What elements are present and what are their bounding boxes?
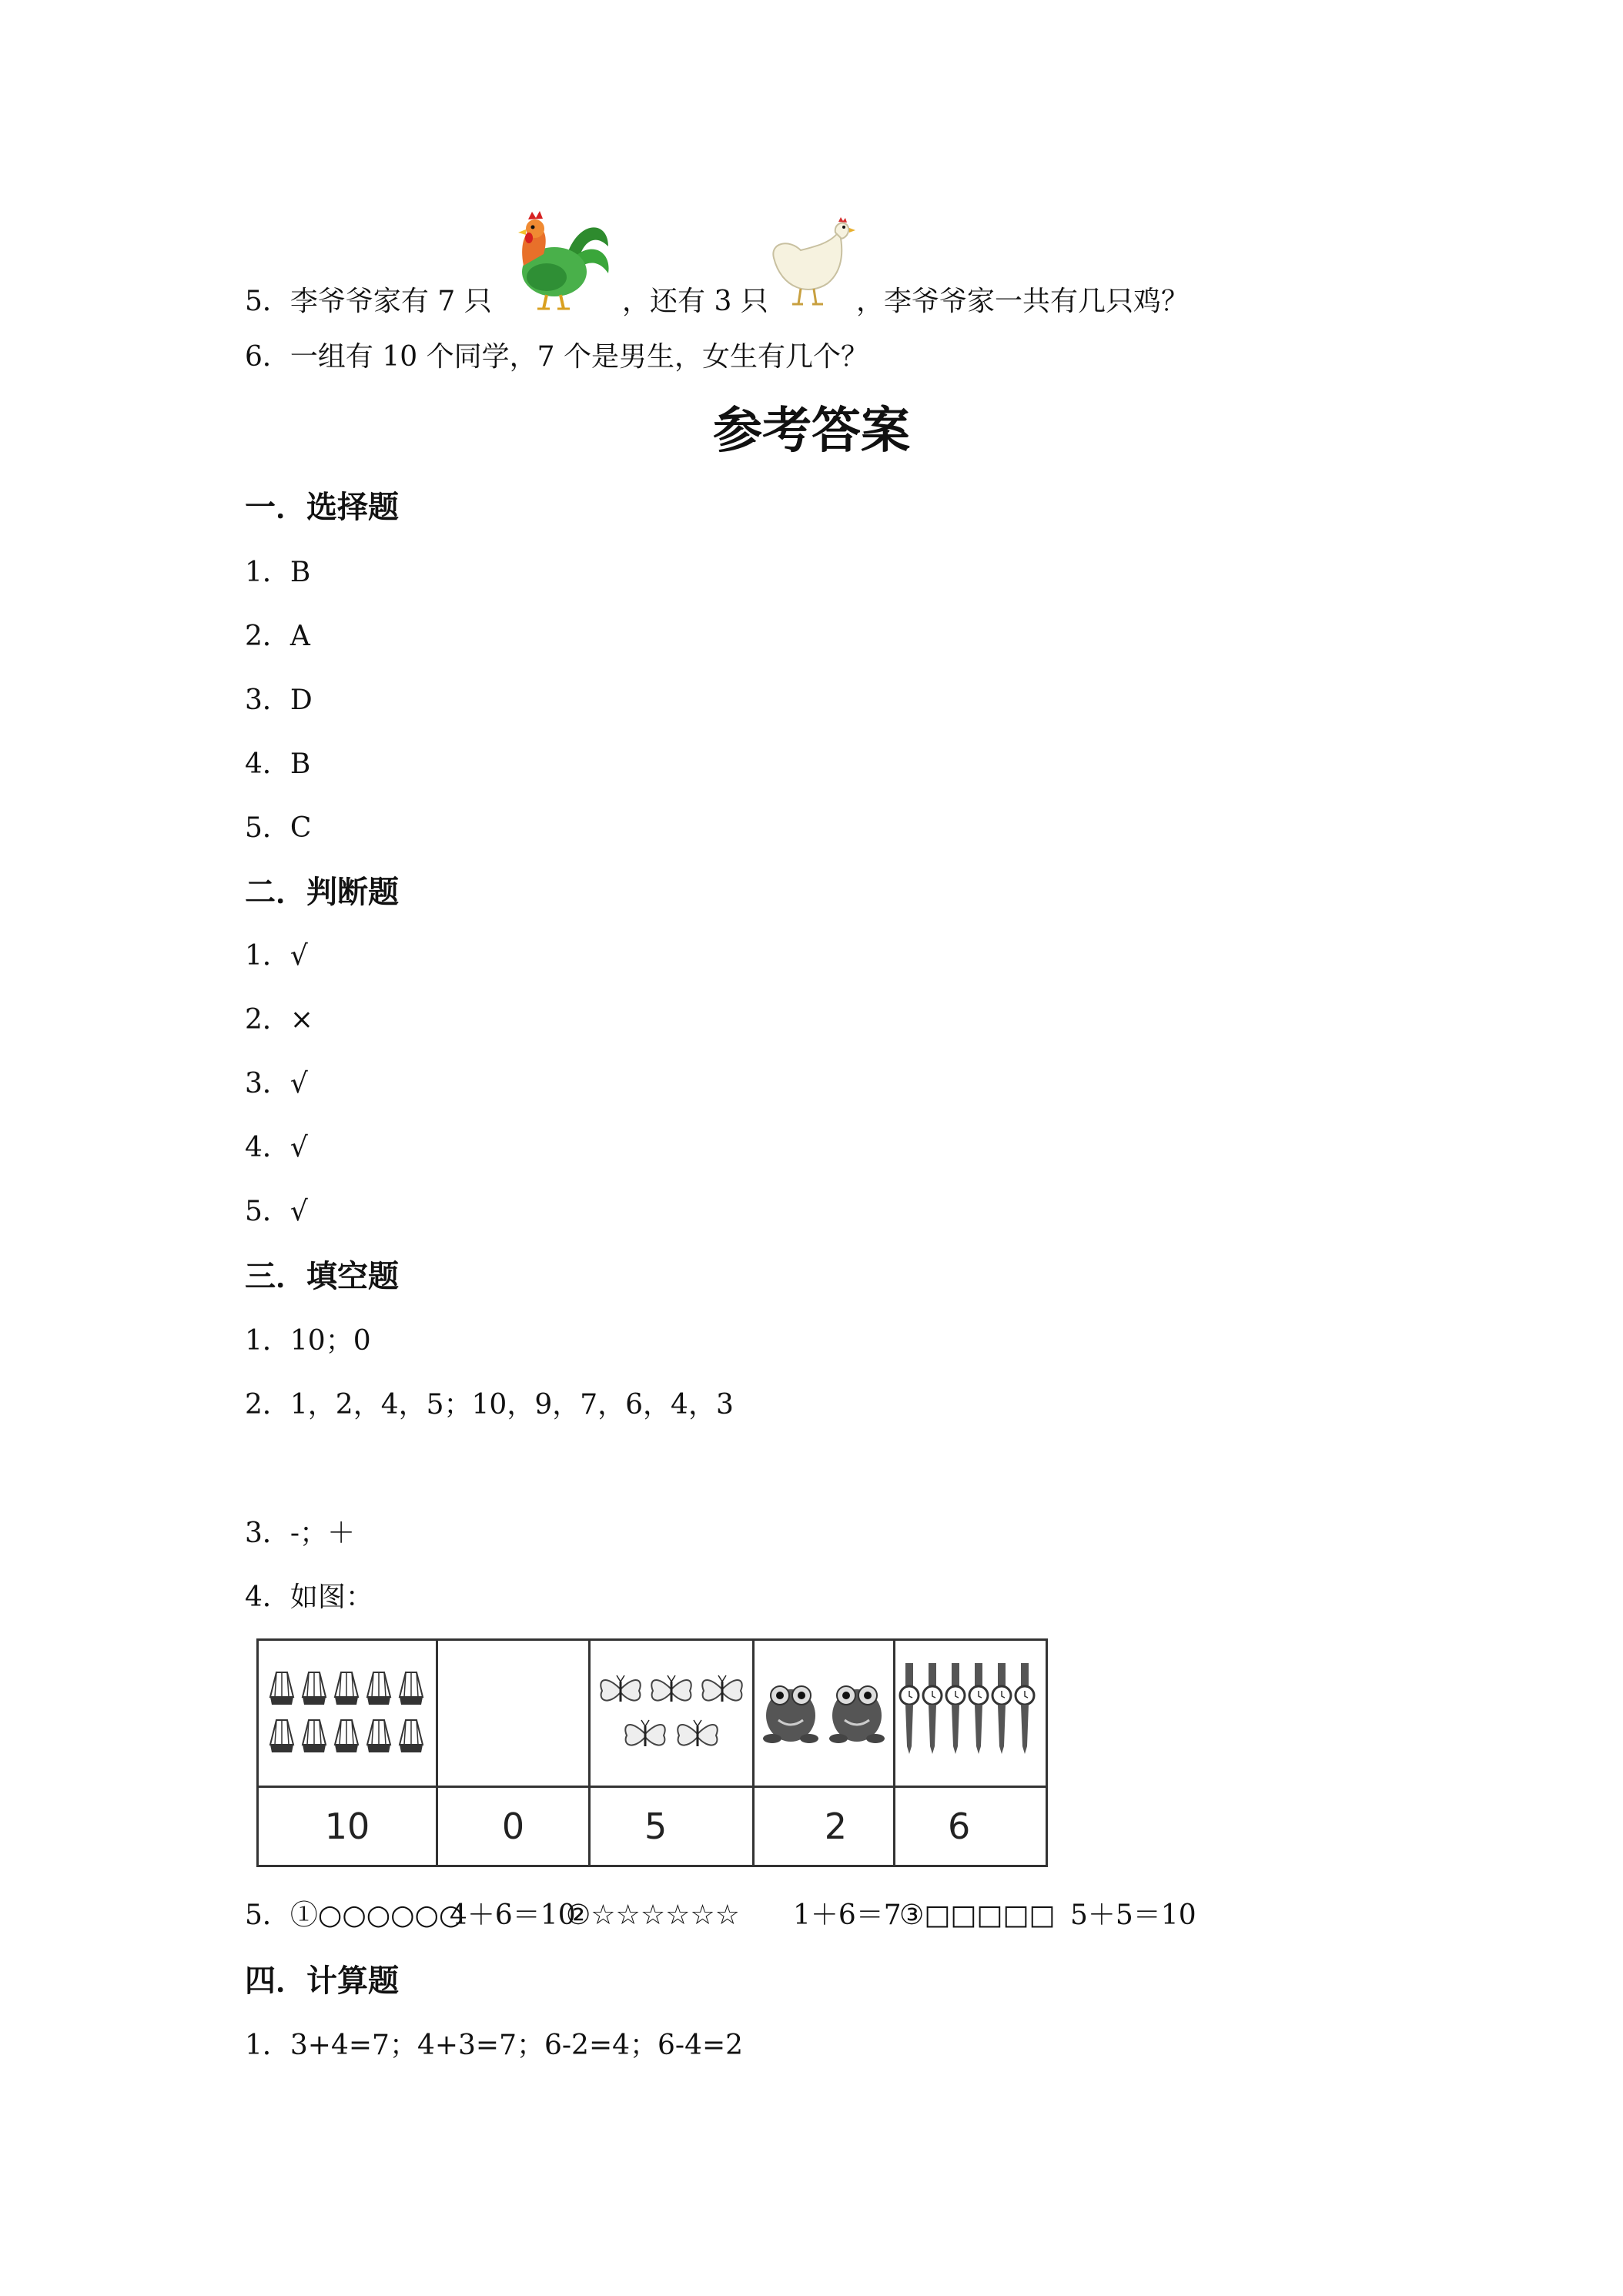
frog-icon — [758, 1662, 889, 1762]
watch-icon — [898, 1654, 1044, 1769]
table-number: 10 — [258, 1787, 437, 1866]
list-item: 2．A — [245, 621, 310, 652]
list-item: 2．× — [245, 1004, 314, 1036]
list-item: 3．√ — [245, 1068, 308, 1099]
section-heading-judge: 二．判断题 — [245, 875, 399, 910]
list-item: 4．B — [245, 748, 311, 780]
fill-item-5 — [245, 1899, 463, 1933]
group-3-symbols: ③□□□□□ — [899, 1899, 1056, 1931]
question-5-middle — [622, 285, 768, 319]
shuttlecock-icon — [263, 1662, 432, 1762]
equation-3: 5＋5＝10 — [1070, 1899, 1196, 1931]
list-item: 1．B — [245, 557, 311, 588]
section-heading-fill: 三．填空题 — [245, 1259, 399, 1294]
question-5-end — [856, 285, 1189, 319]
table-cell-shuttlecocks — [258, 1640, 437, 1787]
list-item: 1．10；0 — [245, 1325, 371, 1357]
list-item: 3．D — [245, 684, 313, 716]
table-number: 2 — [754, 1787, 895, 1866]
answer-table — [256, 1638, 1048, 1867]
list-item: 1．3+4=7；4+3=7；6-2=4；6-4=2 — [245, 2030, 744, 2061]
butterfly-icon — [594, 1662, 748, 1762]
section-heading-calc: 四．计算题 — [245, 1963, 399, 1999]
table-cell-watches — [895, 1640, 1047, 1787]
list-item: 4．如图： — [245, 1581, 373, 1613]
question-5-part-1: 李爷爷家有 7 只 — [289, 286, 492, 317]
section-heading-choice: 一．选择题 — [245, 490, 399, 525]
list-item: 5．√ — [245, 1196, 308, 1227]
question-6: 6．一组有 10 个同学，7 个是男生，女生有几个？ — [245, 341, 868, 373]
table-cell-frogs — [754, 1640, 895, 1787]
list-item: 1．√ — [245, 940, 308, 972]
list-item: 2．1，2，4，5；10，9，7，6，4，3 — [245, 1389, 734, 1421]
item-number: 5． — [245, 1899, 290, 1931]
table-cell-butterflies — [590, 1640, 754, 1787]
group-2-symbols: ②☆☆☆☆☆☆ — [566, 1899, 740, 1931]
list-item: 4．√ — [245, 1132, 308, 1163]
equation-1: 4＋6＝10 — [450, 1899, 576, 1931]
answer-title: 参考答案 — [713, 403, 910, 460]
question-5-part-3: ，李爷爷家一共有几只鸡？ — [856, 286, 1190, 317]
question-5-part-2: ，还有 3 只 — [622, 286, 768, 317]
list-item: 5．C — [245, 812, 312, 844]
question-5 — [245, 285, 492, 319]
table-number: 0 — [437, 1787, 590, 1866]
list-item: 3．-；＋ — [245, 1518, 356, 1549]
question-5-number: 5． — [245, 286, 290, 317]
table-number: 6 — [895, 1787, 1047, 1866]
hen-icon — [758, 216, 858, 312]
table-number: 5 — [590, 1787, 754, 1866]
rooster-icon — [493, 204, 616, 312]
equation-2: 1＋6＝7 — [793, 1899, 902, 1931]
table-cell-empty — [437, 1640, 590, 1787]
group-1-symbols: ①○○○○○○ — [289, 1899, 463, 1931]
